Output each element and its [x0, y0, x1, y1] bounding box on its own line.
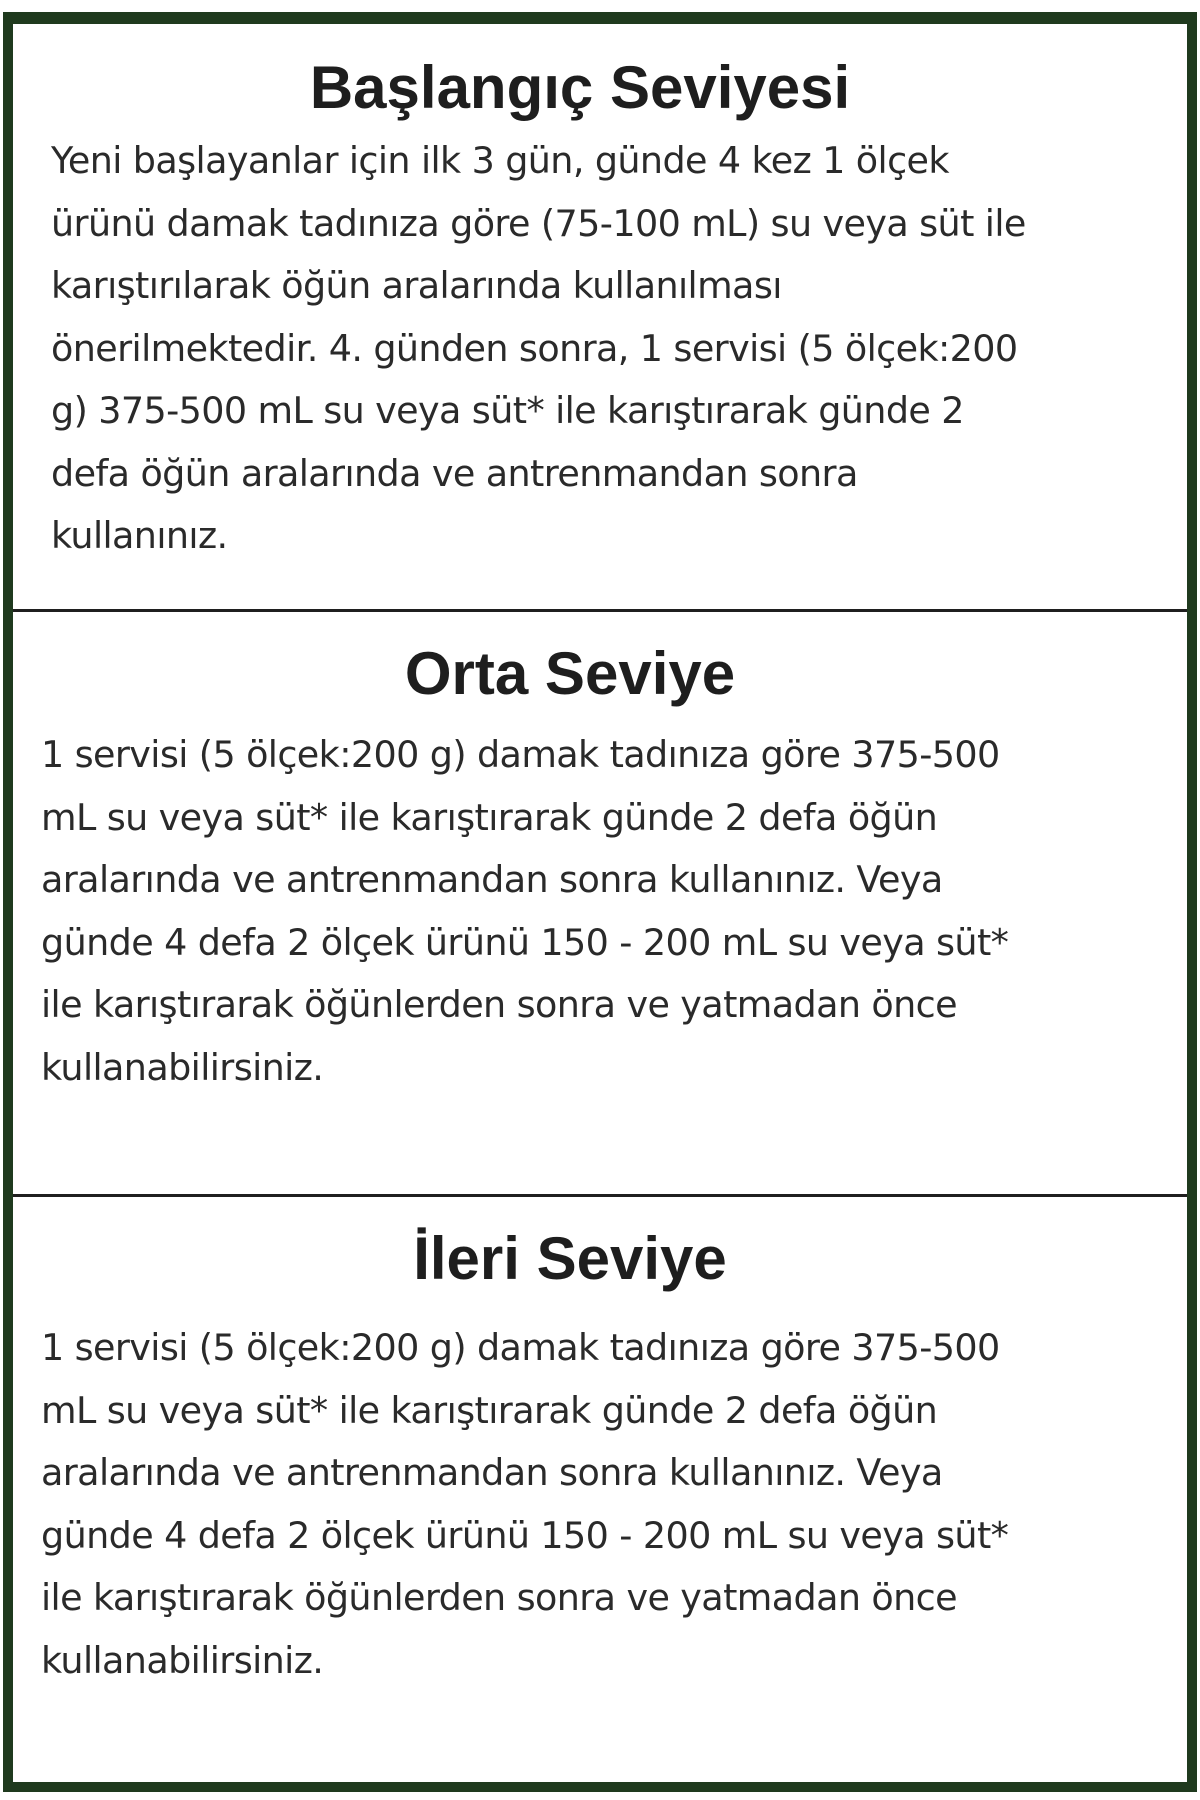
- section-title-advanced: İleri Seviye: [413, 1225, 727, 1292]
- section-body-intermediate: 1 servisi (5 ölçek:200 g) damak tadınıza göre 375-500 mL su veya süt* ile karıştırarak günde 2 defa öğün aralarında ve antrenmandan sonra kullanınız. Veya günde 4 defa 2 ölçek ürünü 150 - 200 mL su veya süt* ile karıştırarak öğünlerden sonra ve yatmadan önce kullanabilirsiniz.: [41, 733, 1009, 1089]
- section-title-beginner: Başlangıç Seviyesi: [309, 54, 851, 121]
- document-frame: [3, 12, 1197, 1792]
- section-title-intermediate: Orta Seviye: [404, 640, 736, 707]
- section-body-advanced: 1 servisi (5 ölçek:200 g) damak tadınıza göre 375-500 mL su veya süt* ile karıştırarak günde 2 defa öğün aralarında ve antrenmandan sonra kullanınız. Veya günde 4 defa 2 ölçek ürünü 150 - 200 mL su veya süt* ile karıştırarak öğünlerden sonra ve yatmadan önce kullanabilirsiniz.: [41, 1326, 1009, 1682]
- section-body-beginner: Yeni başlayanlar için ilk 3 gün, günde 4 kez 1 ölçek ürünü damak tadınıza göre (75-100 mL) su veya süt ile karıştırılarak öğün aralarında kullanılması önerilmektedir. 4. günden sonra, 1 servisi (5 ölçek:200 g) 375-500 mL su veya süt* ile karıştırarak günde 2 defa öğün aralarında ve antrenmandan sonra kullanınız.: [51, 139, 1026, 557]
- section-advanced: [13, 1197, 1187, 1782]
- usage-table: [13, 24, 1187, 1782]
- section-intermediate: [13, 612, 1187, 1197]
- section-beginner: [13, 24, 1187, 612]
